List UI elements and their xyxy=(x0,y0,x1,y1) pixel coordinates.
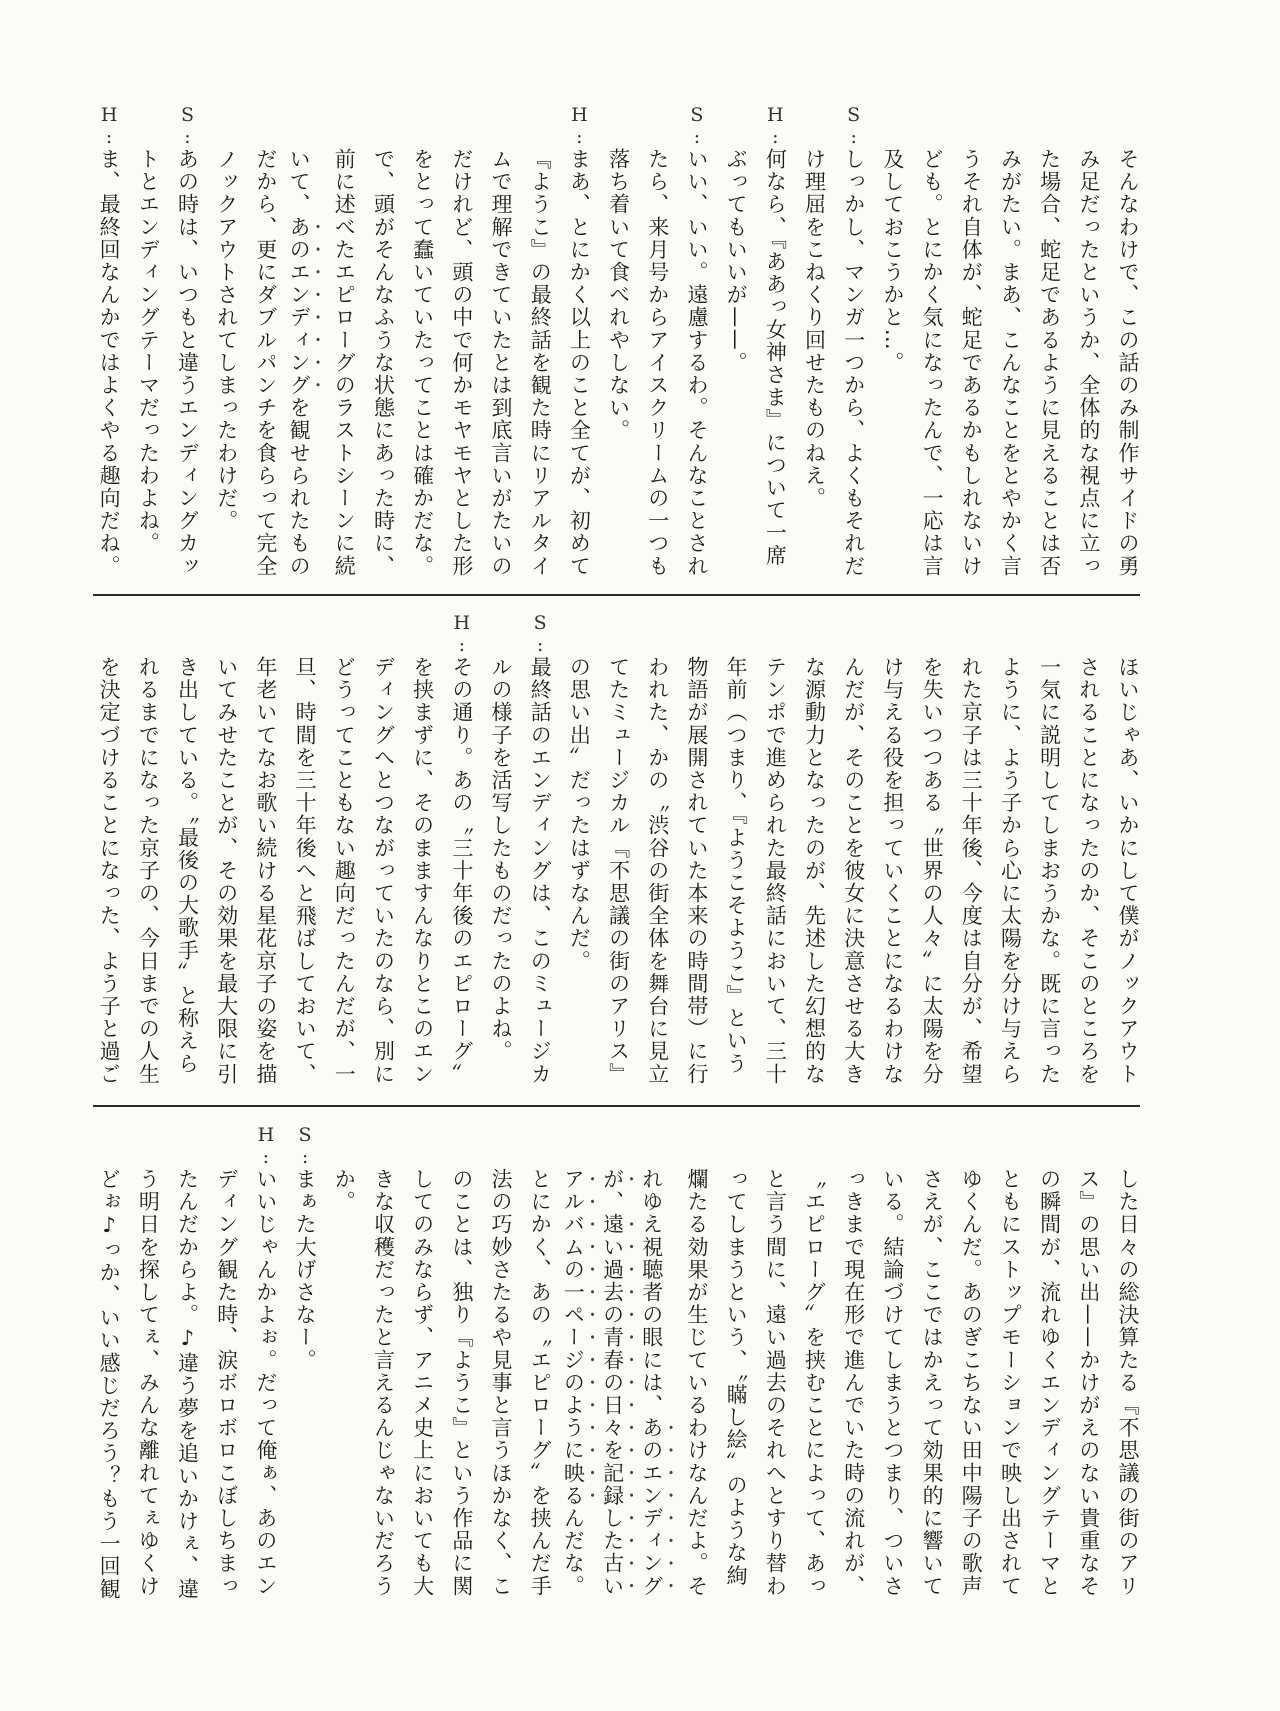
body-text: たんだからよ。♪違う夢を追いかけぇ、違 xyxy=(175,1168,200,1601)
text-column xyxy=(951,612,990,1092)
text-column xyxy=(1069,1124,1108,1604)
text-column xyxy=(128,1124,167,1604)
body-text: テンポで進められた最終話において、三十 xyxy=(763,656,788,1086)
body-text: てたミュージカル『不思議の街のアリス』 xyxy=(606,656,631,1086)
body-text: いる。結論づけてしまうとつまり、ついさ xyxy=(880,1168,905,1598)
text-column xyxy=(89,1124,128,1604)
text-column xyxy=(598,612,637,1092)
body-text: で、頭がそんなふうな状態にあった時に、 xyxy=(371,148,396,578)
text-column xyxy=(794,612,833,1092)
text-column xyxy=(481,1124,520,1604)
text-column xyxy=(990,104,1029,584)
text-column xyxy=(677,612,716,1092)
body-text: あの時は、いつもと違うエンディングカッ xyxy=(175,148,200,578)
body-text: その通り。あの〝三十年後のエピローグ〟 xyxy=(449,656,474,1086)
body-text: とにかく、あの〝エピローグ〟を挟んだ手 xyxy=(528,1168,553,1598)
body-text: ノックアウトされてしまったわけだ。 xyxy=(214,148,239,533)
text-column xyxy=(990,1124,1029,1604)
divider-rule xyxy=(93,594,1140,596)
text-column xyxy=(324,612,363,1092)
text-column xyxy=(402,104,441,584)
body-text: ムで理解できていたとは到底言いがたいの xyxy=(489,148,513,578)
text-column xyxy=(442,1124,481,1604)
body-text: われた、かの〝渋谷の街全体を舞台に見立 xyxy=(645,656,670,1086)
text-column xyxy=(246,104,285,584)
body-text: れゆえ視聴者の眼には、 xyxy=(639,1168,664,1417)
body-text: ディング観た時、涙ボロボロこぼしちまっ xyxy=(214,1168,239,1598)
text-column xyxy=(912,104,951,584)
body-text: 一気に説明してしまおうかな。既に言った xyxy=(1037,656,1062,1086)
body-text: のことは、独り『ようこ』という作品に関 xyxy=(449,1168,474,1598)
text-column xyxy=(638,1124,677,1604)
text-column xyxy=(1029,104,1068,584)
text-column xyxy=(207,1124,246,1604)
body-text: 〝エピローグ〟を挟むことによって、あっ xyxy=(802,1168,827,1598)
text-column xyxy=(128,104,167,584)
body-text: た場合、蛇足であるように見えることは否 xyxy=(1037,148,1062,578)
body-text: け理屈をこねくり回せたものねえ。 xyxy=(802,148,827,510)
text-column xyxy=(167,612,206,1092)
text-column xyxy=(834,104,873,584)
lower-text-block xyxy=(89,1124,1147,1604)
text-column xyxy=(246,612,285,1092)
text-column xyxy=(442,104,481,584)
body-text: たら、来月号からアイスクリームの一つも xyxy=(645,148,670,578)
body-text: されることになったのか、そこのところを xyxy=(1076,656,1101,1086)
text-column xyxy=(677,1124,716,1604)
body-text: ども。とにかく気になったんで、一応は言 xyxy=(920,148,945,578)
body-text: ゆくんだ。あのぎこちない田中陽子の歌声 xyxy=(959,1168,984,1598)
text-column xyxy=(285,104,324,584)
body-text: の瞬間が、流れゆくエンディングテーマと xyxy=(1037,1168,1062,1598)
body-text: の思い出〟だったはずなんだ。 xyxy=(567,656,592,973)
text-column xyxy=(598,1124,637,1604)
text-column xyxy=(89,104,128,584)
text-column xyxy=(755,104,794,584)
body-text: そんなわけで、この話のみ制作サイドの勇 xyxy=(1116,148,1140,578)
text-column xyxy=(246,1124,285,1604)
body-text: 法の巧妙さたるや見事と言うほかなく、こ xyxy=(489,1168,513,1598)
text-column xyxy=(481,612,520,1092)
text-column xyxy=(520,104,559,584)
body-text: 及しておこうかと…。 xyxy=(880,148,905,374)
speaker-label: S: xyxy=(685,104,708,148)
body-text: 最終話のエンディングは、このミュージカ xyxy=(528,656,553,1086)
speaker-label: H: xyxy=(254,1124,277,1168)
text-column xyxy=(559,612,598,1092)
text-column xyxy=(794,104,833,584)
text-column xyxy=(638,104,677,584)
speaker-label: S: xyxy=(529,612,552,656)
text-column xyxy=(677,104,716,584)
text-column xyxy=(834,1124,873,1604)
text-column xyxy=(1029,1124,1068,1604)
body-text: を挟まずに、そのまますんなりとこのエン xyxy=(410,656,435,1086)
body-text: を失いつつある〝世界の人々〟に太陽を分 xyxy=(920,656,945,1086)
text-column xyxy=(89,612,128,1092)
divider-rule xyxy=(93,1105,1140,1107)
text-column xyxy=(873,612,912,1092)
emphasized-text: が、遠い過去の青春の日々を記録した古い xyxy=(600,1168,625,1598)
body-text: みがたい。まあ、こんなことをとやかく言 xyxy=(998,148,1023,578)
body-text: まあ、とにかく以上のこと全てが、初めて xyxy=(567,148,592,578)
text-column xyxy=(1069,104,1108,584)
body-text: う明日を探してぇ、みんな離れてぇゆくけ xyxy=(136,1168,161,1598)
body-text: 年前（つまり、『ようこそようこ』という xyxy=(724,656,749,1075)
text-column xyxy=(951,104,990,584)
body-text: きな収穫だったと言えるんじゃないだろう xyxy=(371,1168,396,1598)
text-column xyxy=(755,612,794,1092)
body-text: っきまで現在形で進んでいた時の流れが、 xyxy=(841,1168,866,1598)
text-column xyxy=(834,612,873,1092)
text-column xyxy=(402,1124,441,1604)
text-column xyxy=(1108,1124,1147,1604)
body-text: ってしまうという、〝瞞し絵〟のような絢 xyxy=(724,1168,749,1587)
body-text: 爛たる効果が生じているわけなんだよ。そ xyxy=(684,1168,709,1598)
text-column xyxy=(716,1124,755,1604)
body-text: 前に述べたエピローグのラストシーンに続 xyxy=(332,148,357,578)
body-text: な源動力となったのが、先述した幻想的な xyxy=(802,656,827,1086)
text-column xyxy=(167,104,206,584)
body-text: を決定づけることになった、よう子と過ご xyxy=(97,656,122,1086)
text-column xyxy=(912,612,951,1092)
body-text: どぉ♪っか、いい感じだろう？もう一回観 xyxy=(97,1168,122,1601)
text-column xyxy=(559,1124,598,1604)
body-text: 旦、時間を三十年後へと飛ばしておいて、 xyxy=(293,656,318,1086)
body-text: ともにストップモーションで映し出されて xyxy=(998,1168,1023,1598)
text-column xyxy=(167,1124,206,1604)
body-text: み足だったというか、全体的な視点に立っ xyxy=(1076,148,1101,578)
speaker-label: H: xyxy=(450,612,473,656)
body-text: いて、 xyxy=(287,148,312,216)
speaker-label: S: xyxy=(176,104,199,148)
body-text: をとって蠢いていたってことは確かだな。 xyxy=(410,148,435,578)
text-column xyxy=(207,612,246,1092)
text-column xyxy=(559,104,598,584)
text-column xyxy=(442,612,481,1092)
body-text: ほいじゃあ、いかにして僕がノックアウト xyxy=(1116,656,1140,1086)
body-text: ま、最終回なんかではよくやる趣向だね。 xyxy=(97,148,122,578)
body-text: いい、いい。遠慮するわ。そんなことされ xyxy=(684,148,709,578)
emphasized-text: あのエンディング xyxy=(287,215,312,397)
body-text: んだが、そのことを彼女に決意させる大き xyxy=(841,656,866,1086)
text-column xyxy=(402,612,441,1092)
middle-text-block xyxy=(89,612,1147,1092)
text-column xyxy=(1069,612,1108,1092)
text-column xyxy=(363,1124,402,1604)
text-column xyxy=(481,104,520,584)
body-text: いてみせたことが、その効果を最大限に引 xyxy=(214,656,239,1086)
body-text: 落ち着いて食べれやしない。 xyxy=(606,148,631,442)
body-text: しっかし、マンガ一つから、よくもそれだ xyxy=(841,148,866,578)
body-text: か。 xyxy=(332,1168,357,1214)
text-column xyxy=(716,612,755,1092)
text-column xyxy=(951,1124,990,1604)
text-column xyxy=(207,104,246,584)
body-text: ルの様子を活写したものだったのよね。 xyxy=(489,656,513,1063)
body-text: ように、よう子から心に太陽を分け与えら xyxy=(998,656,1023,1086)
body-text: き出している。〝最後の大歌手〟と称えら xyxy=(175,656,200,1075)
text-column xyxy=(520,1124,559,1604)
text-column xyxy=(363,104,402,584)
body-text: してのみならず、アニメ史上においても大 xyxy=(410,1168,435,1598)
body-text: 物語が展開されていた本来の時間帯）に行 xyxy=(684,656,709,1086)
text-column xyxy=(794,1124,833,1604)
text-column xyxy=(1108,104,1147,584)
body-text: れるまでになった京子の、今日までの人生 xyxy=(136,656,161,1086)
body-text: どうってこともない趣向だったんだが、一 xyxy=(332,656,357,1086)
body-text: け与える役を担っていくことになるわけな xyxy=(880,656,905,1086)
body-text: うそれ自体が、蛇足であるかもしれないけ xyxy=(959,148,984,578)
body-text: ス』の思い出——かけがえのない貴重なそ xyxy=(1076,1168,1101,1598)
speaker-label: S: xyxy=(842,104,865,148)
text-column xyxy=(716,104,755,584)
body-text: だから、更にダブルパンチを食らって完全 xyxy=(253,148,278,578)
text-column xyxy=(324,1124,363,1604)
text-column xyxy=(1108,612,1147,1092)
body-text: ぶってもいいが——。 xyxy=(724,148,749,374)
text-column xyxy=(520,612,559,1092)
upper-text-block xyxy=(89,104,1147,584)
text-column xyxy=(128,612,167,1092)
body-text: 『ようこ』の最終話を観た時にリアルタイ xyxy=(528,148,553,578)
text-column xyxy=(990,612,1029,1092)
speaker-label: S: xyxy=(294,1124,317,1168)
body-text: だけれど、頭の中で何かモヤモヤとした形 xyxy=(449,148,474,578)
body-text: を観せられたもの xyxy=(287,396,312,578)
text-column xyxy=(912,1124,951,1604)
emphasized-text: アルバムの一ページのように映る xyxy=(561,1168,586,1507)
body-text: れた京子は三十年後、今度は自分が、希望 xyxy=(959,656,984,1086)
body-text: 年老いてなお歌い続ける星花京子の姿を描 xyxy=(253,656,278,1086)
body-text: まぁた大げさなー。 xyxy=(293,1168,318,1372)
text-column xyxy=(873,104,912,584)
text-column xyxy=(873,1124,912,1604)
text-column xyxy=(285,612,324,1092)
body-text: さえが、ここではかえって効果的に響いて xyxy=(920,1168,945,1598)
body-text: ディングへとつながっていたのなら、別に xyxy=(371,656,396,1086)
text-column xyxy=(324,104,363,584)
text-column xyxy=(363,612,402,1092)
text-column xyxy=(638,612,677,1092)
body-text: んだな。 xyxy=(561,1507,586,1598)
text-column xyxy=(755,1124,794,1604)
speaker-label: H: xyxy=(568,104,591,148)
body-text: した日々の総決算たる『不思議の街のアリ xyxy=(1116,1168,1140,1598)
text-column xyxy=(598,104,637,584)
speaker-label: H: xyxy=(764,104,787,148)
emphasized-text: あのエンディング xyxy=(639,1416,664,1598)
body-text: と言う間に、遠い過去のそれへとすり替わ xyxy=(763,1168,788,1598)
text-column xyxy=(1029,612,1068,1092)
speaker-label: H: xyxy=(98,104,121,148)
body-text: 何なら、『ああっ女神さま』について一席 xyxy=(763,148,788,567)
body-text: トとエンディングテーマだったわよね。 xyxy=(136,148,161,555)
text-column xyxy=(285,1124,324,1604)
body-text: いいじゃんかよぉ。だって俺ぁ、あのエン xyxy=(253,1168,278,1598)
